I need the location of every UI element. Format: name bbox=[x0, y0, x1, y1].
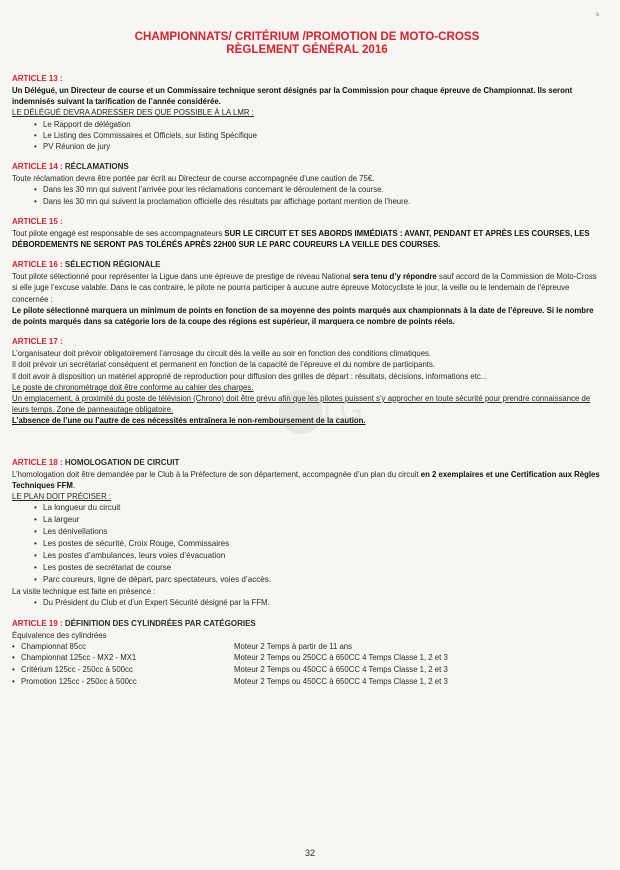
article-title: HOMOLOGATION DE CIRCUIT bbox=[64, 457, 180, 467]
table-row bbox=[12, 664, 602, 676]
article-label: ARTICLE 16 : bbox=[12, 260, 65, 270]
article-14 bbox=[12, 161, 602, 207]
article-19-subtitle: Équivalence des cylindrées bbox=[12, 630, 107, 640]
article-13-heading: ARTICLE 13 : bbox=[12, 74, 63, 83]
article-18-text: L’homologation doit être demandée par le Club à la Préfecture de son département, accompagnée d’un plan du circuit bbox=[12, 469, 421, 479]
article-13-text: Un Délégué, un Directeur de course et un Commissaire technique seront désignés par la Commission pour chaque épreuve de Championnat. Ils seront indemnisés suivant la tarification de l’année considérée. bbox=[12, 86, 573, 107]
list-item: • La longueur du circuit bbox=[34, 502, 602, 514]
article-15-paragraph bbox=[12, 228, 602, 250]
article-19 bbox=[12, 618, 602, 688]
article-13-intro: LE DÉLÉGUÉ DEVRA ADRESSER DES QUE POSSIBLE À LA LMR : bbox=[12, 108, 254, 118]
article-18 bbox=[12, 457, 602, 609]
page-header bbox=[12, 30, 602, 56]
article-17-line-6: L’absence de l’une ou l’autre de ces nécessités entraînera le non-remboursement de la caution. bbox=[12, 416, 366, 426]
article-17-line-4: Le poste de chronométrage doit être conforme au cahier des charges. bbox=[12, 382, 254, 392]
article-16-paragraph bbox=[12, 271, 602, 305]
article-18-heading bbox=[12, 457, 602, 469]
category-cell: • Championnat 125cc - MX2 - MX1 bbox=[12, 652, 234, 664]
article-title: SÉLECTION RÉGIONALE bbox=[64, 260, 161, 270]
list-item: • Les postes de sécurité, Croix Rouge, Commissaires bbox=[34, 538, 602, 550]
table-row bbox=[12, 676, 602, 688]
engine-cell: Moteur 2 Temps à partir de 11 ans bbox=[234, 641, 353, 651]
article-14-heading bbox=[12, 161, 602, 173]
article-13 bbox=[12, 73, 602, 152]
article-14-text: Toute réclamation devra être portée par écrit au Directeur de course accompagnée d’une caution de 75€. bbox=[12, 174, 375, 184]
article-13-list bbox=[34, 119, 602, 153]
engine-cell: Moteur 2 Temps ou 450CC à 650CC 4 Temps Classe 1, 2 et 3 bbox=[234, 676, 448, 686]
corner-mark: s bbox=[596, 12, 599, 18]
article-16-heading bbox=[12, 259, 602, 271]
article-18-bold-text: en 2 exemplaires et une Certification aux Règles Techniques FFM bbox=[12, 469, 600, 490]
list-item: • Les postes de secrétariat de course bbox=[34, 562, 602, 574]
list-item: • Les postes d’ambulances, leurs voies d’évacuation bbox=[34, 550, 602, 562]
article-label: ARTICLE 19 : bbox=[12, 618, 65, 628]
article-16-bold-2: Le pilote sélectionné marquera un minimum de points en fonction de sa moyenne des points marqués aux championnats à la date de l’épreuve. Si le nombre de points marqués dans sa catégorie lors de la coupe des régions est supérieur, il marquera ce nombre de points réels. bbox=[12, 305, 594, 327]
article-18-visit: La visite technique est faite en présence : bbox=[12, 587, 156, 597]
engine-cell: Moteur 2 Temps ou 450CC à 650CC 4 Temps Classe 1, 2 et 3 bbox=[234, 665, 448, 675]
category-cell: • Critérium 125cc - 250cc à 500cc bbox=[12, 664, 234, 676]
article-17 bbox=[12, 336, 602, 426]
engine-cell: Moteur 2 Temps ou 250CC à 650CC 4 Temps Classe 1, 2 et 3 bbox=[234, 653, 448, 663]
list-item: • Parc coureurs, ligne de départ, parc spectateurs, voies d’accès. bbox=[34, 574, 602, 586]
list-item: • Dans les 30 mn qui suivent la proclamation officielle des résultats par affichage portant mention de l’heure. bbox=[34, 196, 602, 207]
list-item: • PV Réunion de jury bbox=[34, 141, 602, 152]
article-17-heading: ARTICLE 17 : bbox=[12, 337, 63, 347]
article-15-heading: ARTICLE 15 : bbox=[12, 216, 63, 226]
header-subtitle: RÈGLEMENT GÉNÉRAL 2016 bbox=[226, 43, 388, 56]
header-title: CHAMPIONNATS/ CRITÉRIUM /PROMOTION DE MOTO-CROSS bbox=[134, 30, 480, 43]
article-18-visit-list bbox=[34, 597, 602, 608]
list-item: • La largeur bbox=[34, 514, 602, 526]
list-item: • Du Président du Club et d’un Expert Sécurité désigné par la FFM. bbox=[34, 597, 602, 608]
article-label: ARTICLE 18 : bbox=[12, 457, 65, 467]
list-item: • Les dénivellations bbox=[34, 526, 602, 538]
article-16-text-2: sauf accord de la Commission de Moto-Cross si elle juge l’excuse valable. Dans le cas contraire, le pilote ne pourra participer à aucune autre épreuve Motocycliste le jour, la veille ou le lendemain de l’épreuve concernée : bbox=[12, 272, 597, 304]
article-18-end: . bbox=[72, 480, 76, 490]
article-16-bold-1: sera tenu d’y répondre bbox=[352, 272, 437, 282]
article-16 bbox=[12, 259, 602, 327]
list-item: • Le Listing des Commissaires et Officiels, sur listing Spécifique bbox=[34, 130, 602, 141]
category-cell: • Championnat 85cc bbox=[12, 641, 234, 653]
category-cell: • Promotion 125cc - 250cc à 500cc bbox=[12, 676, 234, 688]
article-17-line-2: Il doit prévoir un secrétariat conséquent et permanent en fonction de la capacité de l’épreuve et du nombre de participants. bbox=[12, 360, 436, 370]
table-row bbox=[12, 641, 602, 653]
article-19-heading bbox=[12, 618, 602, 630]
article-15 bbox=[12, 216, 602, 250]
page-number: 32 bbox=[304, 848, 315, 858]
watermark-text: LG bbox=[323, 394, 364, 427]
list-item: • Dans les 30 mn qui suivent l’arrivée pour les réclamations concernant le déroulement de la course. bbox=[34, 184, 602, 195]
article-title: DÉFINITION DES CYLINDRÉES PAR CATÉGORIES bbox=[64, 618, 256, 628]
article-17-line-1: L’organisateur doit prévoir obligatoirement l’arrosage du circuit dès la veille au soir en fonction des conditions climatiques. bbox=[12, 349, 432, 359]
article-label: ARTICLE 14 : bbox=[12, 162, 65, 172]
article-14-list bbox=[34, 184, 602, 206]
article-15-text: Tout pilote engagé est responsable de ses accompagnateurs bbox=[12, 228, 225, 238]
article-15-bold-text: SUR LE CIRCUIT ET SES ABORDS IMMÉDIATS : AVANT, PENDANT ET APRÈS LES COURSES, LES DÉBORDEMENTS NE SERONT PAS TOLÉRÉS APRÈS 22H00 SUR LE PARC COUREURS LA VEILLE DES COURSES. bbox=[12, 228, 590, 250]
article-18-intro: LE PLAN DOIT PRÉCISER : bbox=[12, 492, 112, 502]
article-18-paragraph bbox=[12, 469, 602, 491]
article-18-list bbox=[34, 502, 602, 586]
article-17-line-3: Il doit avoir à disposition un matériel approprié de reproduction pour diffusion des grilles de départ : résultats, décisions, informations etc... bbox=[12, 371, 488, 381]
article-16-text-1: Tout pilote sélectionné pour représenter la Ligue dans une épreuve de prestige de niveau National bbox=[12, 272, 353, 282]
article-17-line-5: Un emplacement, à proximité du poste de télévision (Chrono) doit être prévu afin que les pilotes puissent s’y approcher en toute sécurité pour prendre connaissance de leurs temps. Zone de panneautage obligatoire. bbox=[12, 394, 591, 415]
table-row bbox=[12, 652, 602, 664]
article-title: RÉCLAMATIONS bbox=[64, 162, 129, 172]
list-item: • Le Rapport de délégation bbox=[34, 119, 602, 130]
